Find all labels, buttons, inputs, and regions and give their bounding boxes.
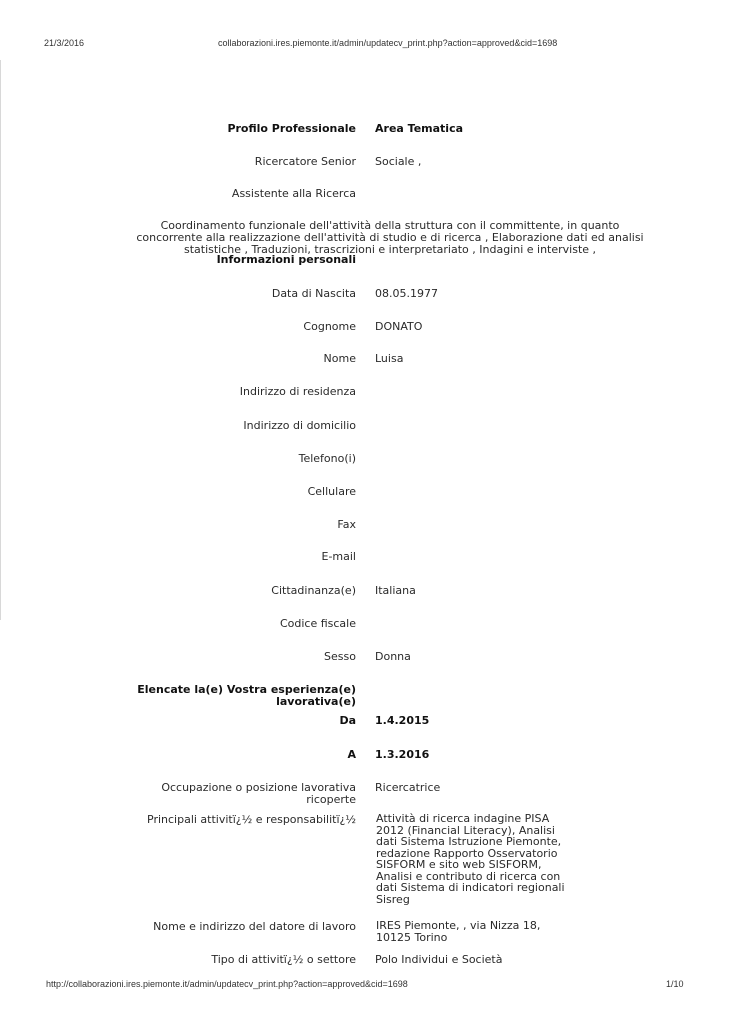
area-heading: Area Tematica [375, 122, 464, 135]
to-value: 1.3.2016 [375, 748, 430, 761]
field-label-residence: Indirizzo di residenza [239, 385, 356, 398]
profile-description-line: concorrente alla realizzazione dell'attività di studio e di ricerca , Elaborazione dati ed analisi [136, 231, 644, 244]
field-label-fax: Fax [337, 518, 356, 531]
field-label-domicile: Indirizzo di domicilio [243, 419, 356, 432]
field-label-birthdate: Data di Nascita [271, 287, 356, 300]
profile-heading: Profilo Professionale [227, 122, 356, 135]
field-value-sex: Donna [375, 650, 411, 663]
field-label-surname: Cognome [303, 320, 356, 333]
print-url: collaborazioni.ires.piemonte.it/admin/updatecv_print.php?action=approved&cid=1698 [218, 38, 558, 48]
from-value: 1.4.2015 [375, 714, 430, 727]
field-label-email: E-mail [321, 550, 356, 563]
field-value-surname: DONATO [375, 320, 423, 333]
profile-description [130, 220, 650, 256]
profile-area-1: Sociale , [375, 155, 422, 168]
occupation-label-line-1: Occupazione o posizione lavorativa [161, 781, 356, 794]
print-date: 21/3/2016 [44, 38, 85, 48]
occupation-label-line-2: ricoperte [306, 793, 356, 806]
profile-description-line: Coordinamento funzionale dell'attività della struttura con il committente, in quanto [160, 219, 620, 232]
field-value-citizenship: Italiana [375, 584, 416, 597]
page-number: 1/10 [666, 979, 684, 989]
field-value-birthdate: 08.05.1977 [375, 287, 438, 300]
field-label-tax-code: Codice fiscale [279, 617, 356, 630]
profile-role-1: Ricercatore Senior [254, 155, 356, 168]
field-value-name: Luisa [375, 352, 404, 365]
to-label: A [347, 748, 356, 761]
experience-heading-line-2: lavorativa(e) [276, 695, 356, 708]
sector-label: Tipo di attivitï¿½ o settore [211, 953, 356, 966]
employer-value: IRES Piemonte, , via Nizza 18, 10125 Torino [376, 919, 541, 944]
profile-role-2: Assistente alla Ricerca [231, 187, 356, 200]
field-label-mobile: Cellulare [307, 485, 356, 498]
field-label-sex: Sesso [324, 650, 356, 663]
activities-label: Principali attivitï¿½ e responsabilitï¿½ [147, 813, 356, 826]
from-label: Da [339, 714, 356, 727]
employer-label: Nome e indirizzo del datore di lavoro [153, 920, 356, 933]
profile-description-line: statistiche , Traduzioni, trascrizioni e interpretariato , Indagini e interviste , [183, 243, 597, 256]
field-label-citizenship: Cittadinanza(e) [271, 584, 356, 597]
experience-heading-line-1: Elencate la(e) Vostra esperienza(e) [137, 683, 356, 696]
personal-info-heading: Informazioni personali [216, 253, 356, 266]
sector-value: Polo Individui e Società [375, 953, 503, 966]
activities-value: Attività di ricerca indagine PISA 2012 (Financial Literacy), Analisi dati Sistema Istruzione Piemonte, redazione Rapporto Osservatorio SISFORM e sito web SISFORM, Analisi e contributo di ricerca con dati Sistema di indicatori regionali Sisreg [376, 812, 565, 906]
footer-url: http://collaborazioni.ires.piemonte.it/admin/updatecv_print.php?action=approved&cid=1698 [46, 979, 408, 989]
occupation-value: Ricercatrice [375, 781, 441, 794]
scan-edge [0, 60, 1, 620]
field-label-phone: Telefono(i) [298, 452, 356, 465]
field-label-name: Nome [323, 352, 356, 365]
